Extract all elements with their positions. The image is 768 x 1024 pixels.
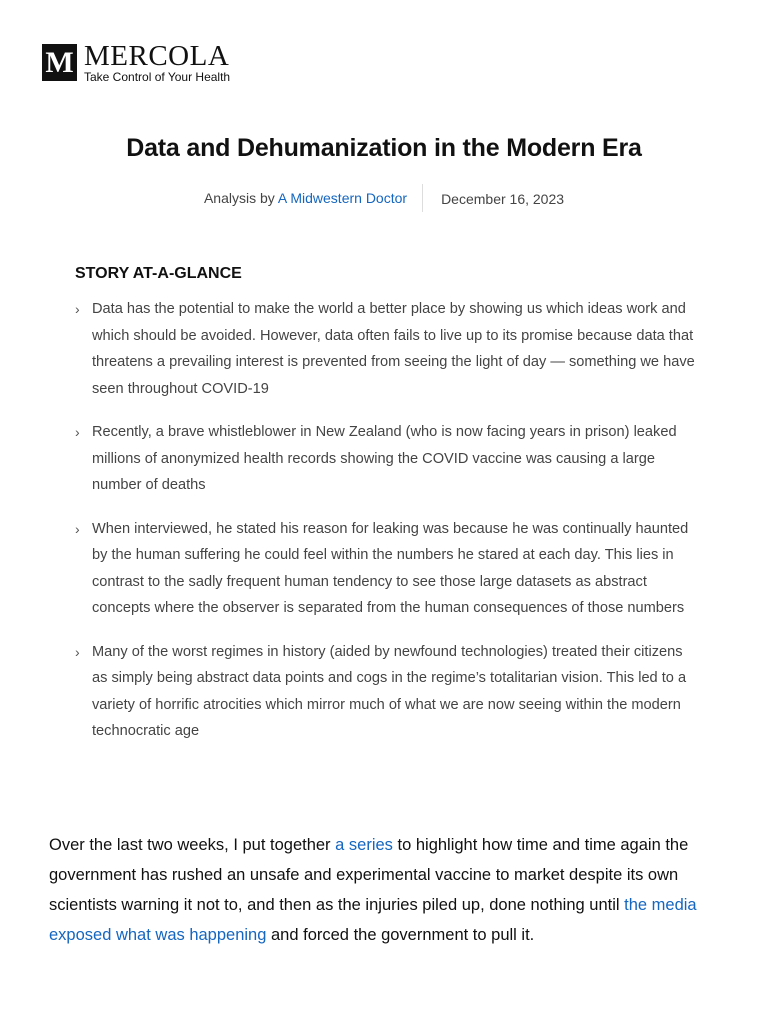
- chevron-right-icon: ›: [75, 643, 80, 660]
- logo-mark: M: [42, 44, 77, 81]
- glance-item: [75, 639, 695, 745]
- story-at-a-glance-heading: STORY AT-A-GLANCE: [75, 265, 242, 282]
- byline-prefix: Analysis by: [203, 190, 278, 206]
- chevron-right-icon: ›: [75, 301, 80, 317]
- glance-item-text: Many of the worst regimes in history (aided by newfound technologies) treated their citizens as simply being abstract data points and cogs in the regime’s totalitarian vision. This led to a variety of horrific atrocities which mirror much of what we are now seeing within the modern technocratic age: [92, 643, 687, 739]
- mercola-logo[interactable]: [42, 42, 230, 84]
- glance-item: [75, 296, 695, 402]
- logo-name: MERCOLA: [84, 40, 230, 72]
- byline: [0, 186, 768, 212]
- paragraph-text: to highlight how time and time again the government has rushed an unsafe and experimental vaccine to market despite its own scientists warning it not to, and then as the injuries piled up, done nothing until: [49, 836, 689, 914]
- byline-author-block: [204, 186, 422, 212]
- publish-date: December 16, 2023: [441, 191, 565, 207]
- chevron-right-icon: ›: [75, 520, 80, 537]
- author-link[interactable]: A Midwestern Doctor: [277, 190, 408, 206]
- paragraph-text: and forced the government to pull it.: [266, 926, 535, 944]
- paragraph-text: Over the last two weeks, I put together: [49, 836, 336, 854]
- media-exposed-link[interactable]: the media exposed what was happening: [49, 896, 697, 944]
- story-at-a-glance-list: [75, 296, 695, 762]
- chevron-right-icon: ›: [75, 424, 80, 440]
- glance-item-text: When interviewed, he stated his reason for leaking was because he was continually haunted by the human suffering he could feel within the numbers he stared at each day. This lies in contrast to the sadly frequent human tendency to see those large datasets as abstract concepts where the observer is separated from the human consequences of those numbers: [92, 520, 689, 616]
- glance-item: [75, 516, 695, 622]
- article-title: Data and Dehumanization in the Modern Era: [126, 134, 642, 162]
- glance-item-text: Recently, a brave whistleblower in New Zealand (who is now facing years in prison) leaked millions of anonymized health records showing the COVID vaccine was causing a large number of deaths: [92, 424, 677, 493]
- article-paragraph: [49, 830, 721, 950]
- logo-tagline: Take Control of Your Health: [84, 70, 231, 84]
- logo-text: [84, 42, 230, 84]
- glance-item: [75, 419, 695, 499]
- glance-item-text: Data has the potential to make the world a better place by showing us which ideas work and which should be avoided. However, data often fails to live up to its promise because data that threatens a prevailing interest is prevented from seeing the light of day — something we have seen throughout COVID-19: [92, 301, 695, 397]
- series-link[interactable]: a series: [335, 836, 393, 854]
